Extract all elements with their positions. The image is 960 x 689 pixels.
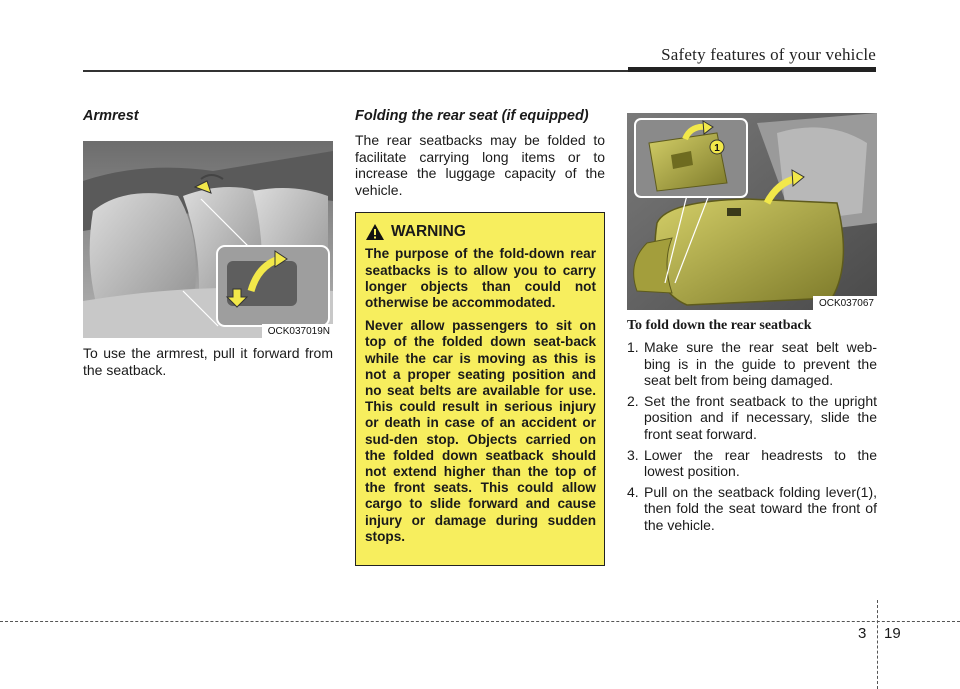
- rear-seat-armrest-illustration: [83, 141, 333, 338]
- list-item: 2. Set the front seatback to the upright position and if necessary, slide the front seat forward.: [627, 392, 877, 442]
- warning-paragraph-1: The purpose of the fold-down rear seatbacks is to allow you to carry longer objects than could not otherwise be accommodated.: [365, 246, 596, 310]
- header-rule-accent: [628, 67, 876, 72]
- folding-section: [355, 108, 605, 566]
- armrest-instructions: To use the armrest, pull it forward from the seatback.: [83, 345, 333, 378]
- armrest-section: [83, 108, 333, 378]
- warning-header: [365, 223, 596, 241]
- page-number-divider: [877, 600, 878, 689]
- list-item: 3. Lower the rear headrests to the lowest position.: [627, 446, 877, 480]
- fold-down-section: [627, 113, 877, 538]
- fold-down-subheading: To fold down the rear seatback: [627, 318, 812, 333]
- footer-divider: [0, 621, 960, 622]
- folding-intro: The rear seatbacks may be folded to facilitate carrying long items or to increase the luggage capacity of the vehicle.: [355, 132, 605, 198]
- list-item: 4. Pull on the seatback folding lever(1), then fold the seat toward the front of the vehicle.: [627, 483, 877, 533]
- armrest-heading: Armrest: [83, 108, 139, 124]
- list-item: 1. Make sure the rear seat belt web-bing is in the guide to prevent the seat belt from being damaged.: [627, 339, 877, 389]
- fold-down-steps: [627, 339, 877, 534]
- warning-paragraph-2: Never allow passengers to sit on top of the folded down seat-back while the car is moving as this is not a proper seating position and no seat belts are available for use. This could result in serious injury or death in case of an accident or sud-den stop. Objects carried on the folded down seatback should not extend higher than the top of the front seats. This could allow cargo to slide forward and cause injury or damage during sudden stops.: [365, 318, 596, 544]
- page-header-title: Safety features of your vehicle: [661, 45, 876, 64]
- chapter-number: 3: [858, 625, 867, 642]
- warning-title: WARNING: [391, 223, 466, 241]
- folding-heading: Folding the rear seat (if equipped): [355, 108, 589, 124]
- armrest-figure: [83, 141, 333, 338]
- page-number: 19: [884, 625, 901, 642]
- figure-code: OCK037067: [813, 296, 877, 310]
- warning-box: [355, 212, 605, 566]
- figure-code: OCK037019N: [262, 324, 333, 338]
- warning-triangle-icon: [365, 223, 385, 241]
- folding-seat-illustration: [627, 113, 877, 310]
- callout-number-label: 1: [714, 143, 720, 154]
- fold-down-figure: [627, 113, 877, 310]
